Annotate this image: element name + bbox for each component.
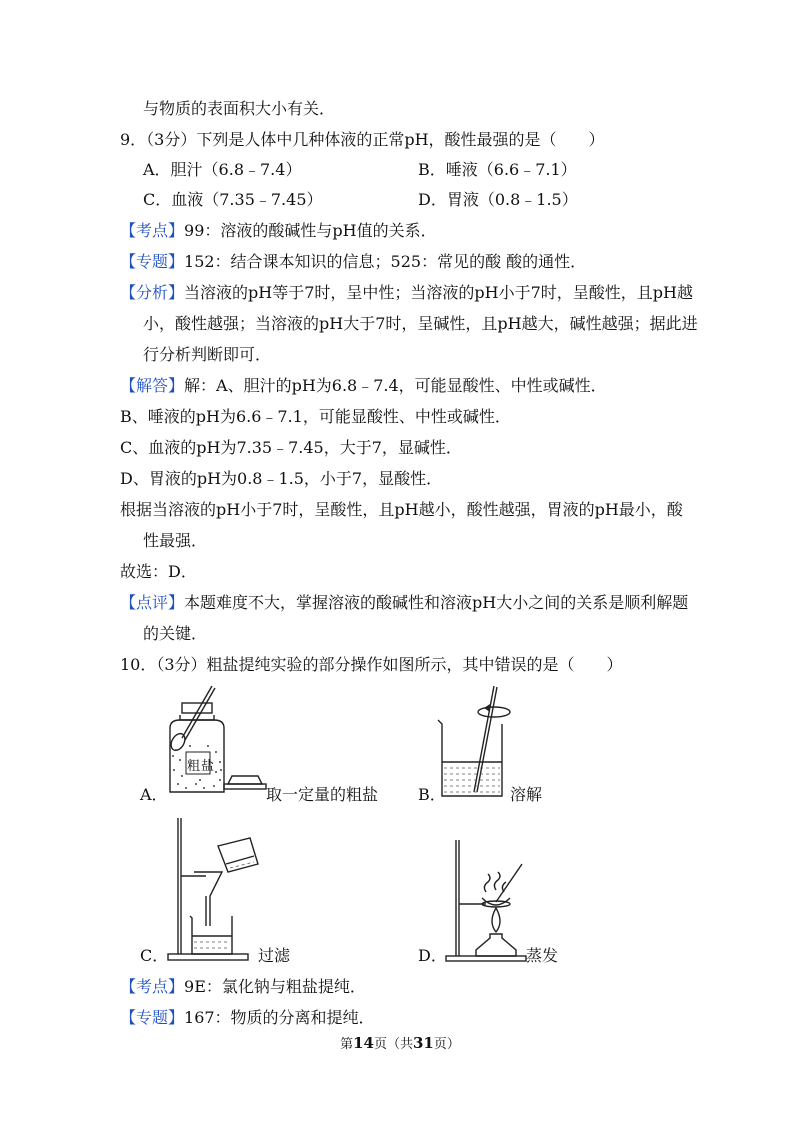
q9-jieda-line-4: D、胃液的pH为0.8﹣1.5，小于7，显酸性． <box>120 469 443 488</box>
figure-c-letter: C． <box>140 946 169 965</box>
q9-dianping-line-2: 的关键． <box>143 624 208 643</box>
q9-fenxi-line-2: 小，酸性越强；当溶液的pH大于7时，呈碱性，且pH越大，碱性越强；据此进 <box>143 314 698 333</box>
q9-fenxi-line-1 <box>120 283 693 303</box>
q9-answer: 故选：D． <box>120 562 197 581</box>
dianping-tag: 【点评】 <box>120 593 185 612</box>
q10-zhuanti <box>120 1008 375 1028</box>
zhuanti-tag: 【专题】 <box>120 252 185 271</box>
q10-zhuanti-text: 167：物质的分离和提纯． <box>184 1008 375 1027</box>
q9-jieda-line-1 <box>120 376 607 396</box>
q10-kaodian-tag: 【考点】 <box>120 977 185 996</box>
q9-jieda-line-3: C、血液的pH为7.35﹣7.45，大于7，显碱性． <box>120 438 462 457</box>
q10-kaodian <box>120 977 366 997</box>
footer-prefix: 第 <box>340 1037 354 1052</box>
q9-zhuanti <box>120 252 586 272</box>
q10-kaodian-text: 9E：氯化钠与粗盐提纯． <box>184 977 366 996</box>
q9-jieda-line-2: B、唾液的pH为6.6﹣7.1，可能显酸性、中性或碱性． <box>120 407 511 426</box>
q9-option-a: A．胆汁（6.8﹣7.4） <box>143 160 302 179</box>
q10-zhuanti-tag: 【专题】 <box>120 1008 185 1027</box>
dianping-text-1: 本题难度不大，掌握溶液的酸碱性和溶液pH大小之间的关系是顺利解题 <box>184 593 689 612</box>
footer-total-pages: 31 <box>413 1034 434 1052</box>
figure-b-caption: 溶解 <box>510 785 543 804</box>
footer-middle: 页（共 <box>373 1037 413 1052</box>
q9-dianping-line-1 <box>120 593 688 613</box>
figure-a-caption: 取一定量的粗盐 <box>266 785 379 804</box>
q9-stem: 9．（3分）下列是人体中几种体液的正常pH，酸性最强的是（ ） <box>120 130 605 149</box>
page-footer <box>0 1033 800 1052</box>
q9-fenxi-line-3: 行分析判断即可． <box>143 345 272 364</box>
footer-suffix: 页） <box>433 1037 460 1052</box>
kaodian-text: 99：溶液的酸碱性与pH值的关系． <box>184 221 437 240</box>
footer-page-number: 14 <box>353 1034 374 1052</box>
jieda-tag: 【解答】 <box>120 376 185 395</box>
kaodian-tag: 【考点】 <box>120 221 185 240</box>
q9-jieda-line-6: 性最强． <box>143 531 208 550</box>
jieda-text-1: 解：A、胆汁的pH为6.8﹣7.4，可能显酸性、中性或碱性． <box>184 376 607 395</box>
q9-kaodian <box>120 221 437 241</box>
q9-option-c: C．血液（7.35﹣7.45） <box>143 190 323 209</box>
figure-d-letter: D． <box>418 946 447 965</box>
continuation-text: 与物质的表面积大小有关． <box>143 99 336 118</box>
zhuanti-text: 152：结合课本知识的信息；525：常见的酸 酸的通性． <box>184 252 587 271</box>
figure-a-letter: A． <box>140 785 168 804</box>
fenxi-tag: 【分析】 <box>120 283 185 302</box>
q9-option-d: D．胃液（0.8﹣1.5） <box>418 190 578 209</box>
figure-b-dissolving-beaker <box>432 680 522 800</box>
figure-d-evaporation-setup <box>444 836 534 966</box>
q10-stem: 10．（3分）粗盐提纯实验的部分操作如图所示，其中错误的是（ ） <box>120 655 623 674</box>
fenxi-text-1: 当溶液的pH等于7时，呈中性；当溶液的pH小于7时，呈酸性，且pH越 <box>184 283 693 302</box>
q9-jieda-line-5: 根据当溶液的pH小于7时，呈酸性，且pH越小，酸性越强，胃液的pH最小，酸 <box>120 500 683 519</box>
figure-d-caption: 蒸发 <box>526 946 559 965</box>
figure-a-coarse-salt-jar <box>160 680 270 800</box>
figure-c-filtration-setup <box>166 816 276 966</box>
figure-a-jar-label: 粗盐 <box>187 759 216 774</box>
figure-c-caption: 过滤 <box>258 946 291 965</box>
figure-b-letter: B． <box>418 785 446 804</box>
q9-option-b: B．唾液（6.6﹣7.1） <box>418 160 577 179</box>
